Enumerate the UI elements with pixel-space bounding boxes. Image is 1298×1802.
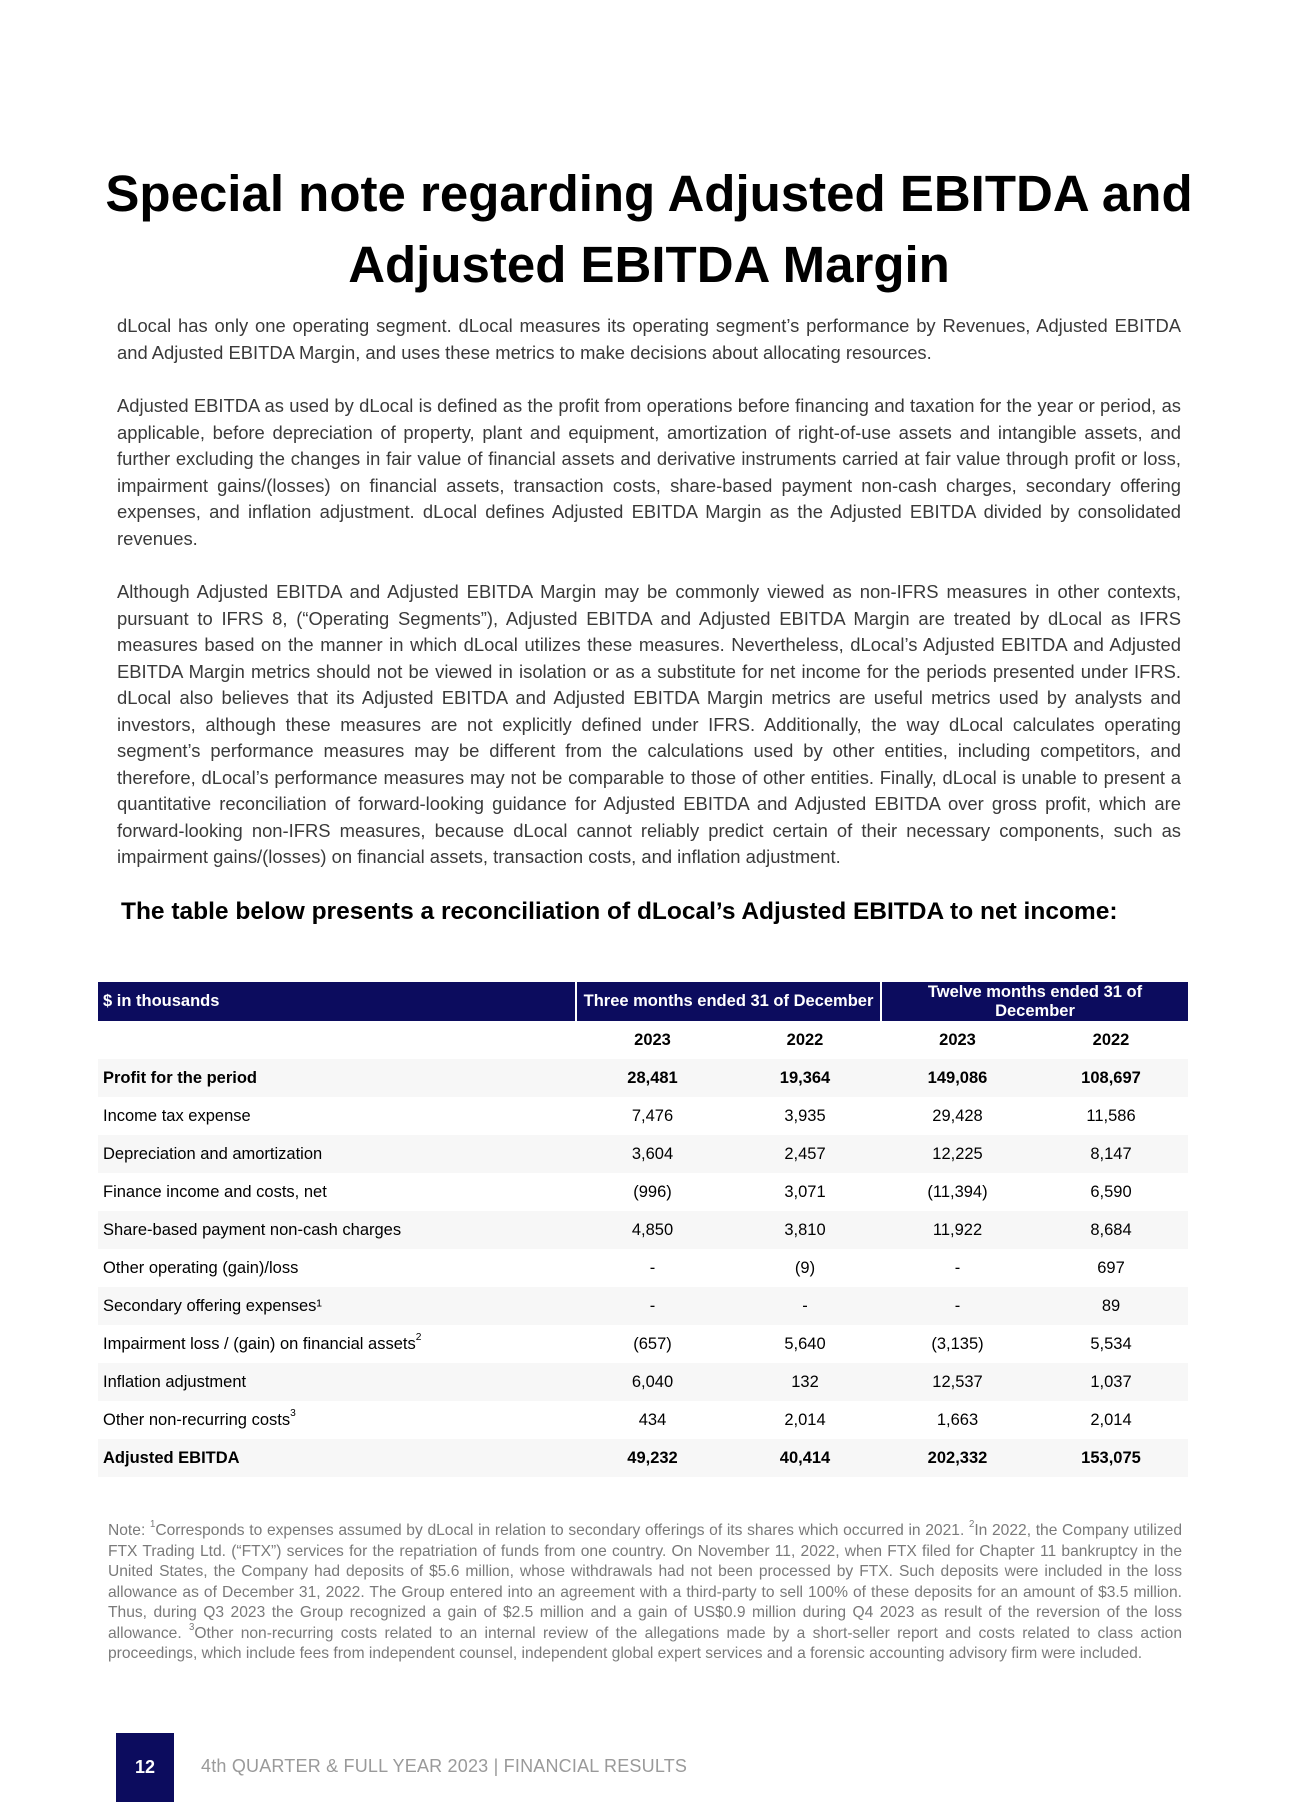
- footnote-marker: 2: [415, 1332, 422, 1344]
- table-row: [98, 1059, 1188, 1097]
- value-cell: 3,935: [784, 1106, 826, 1125]
- value-cell: -: [649, 1258, 656, 1277]
- value-cell: (3,135): [931, 1334, 984, 1353]
- value-cell: 434: [638, 1410, 667, 1429]
- value-cell: 49,232: [576, 1439, 729, 1477]
- footnote-marker: 3: [290, 1408, 296, 1420]
- table-row: [98, 1097, 1188, 1135]
- year-cell: 2022: [1034, 1021, 1188, 1059]
- value-cell: 11,586: [1086, 1106, 1136, 1125]
- row-label: [98, 1325, 576, 1363]
- value-cell: 4,850: [576, 1211, 729, 1249]
- value-cell: 8,684: [1034, 1211, 1188, 1249]
- page-title-line-2: Adjusted EBITDA Margin: [348, 236, 950, 293]
- table-row: [98, 1211, 1188, 1249]
- value-cell: 1,663: [936, 1410, 979, 1429]
- value-cell: (11,394): [927, 1182, 988, 1201]
- value-cell: 3,604: [576, 1135, 729, 1173]
- value-cell: 2,014: [1090, 1410, 1132, 1429]
- row-label-text: Adjusted EBITDA: [103, 1448, 240, 1467]
- table-header-row: [98, 982, 1188, 1021]
- row-label: [98, 1401, 576, 1439]
- value-cell: (996): [633, 1182, 672, 1201]
- value-cell: 5,640: [784, 1334, 826, 1353]
- table-row: [98, 1173, 1188, 1211]
- row-label-text: Depreciation and amortization: [103, 1144, 323, 1163]
- paragraph: Although Adjusted EBITDA and Adjusted EBITDA Margin may be commonly viewed as non-IFRS measures in other contexts, pursuant to IFRS 8, (“Operating Segments”), Adjusted EBITDA and Adjusted EBITDA Margin are treated by dLocal as IFRS measures based on the manner in which dLocal utilizes these measures. Nevertheless, dLocal’s Adjusted EBITDA and Adjusted EBITDA Margin metrics should not be viewed in isolation or as a substitute for net income for the periods presented under IFRS. dLocal also believes that its Adjusted EBITDA and Adjusted EBITDA Margin metrics are useful metrics used by analysts and investors, although these measures are not explicitly defined under IFRS. Additionally, the way dLocal calculates operating segment’s performance measures may be different from the calculations used by other entities, including competitors, and therefore, dLocal’s performance measures may not be comparable to those of other entities. Finally, dLocal is unable to present a quantitative reconciliation of forward-looking guidance for Adjusted EBITDA and Adjusted EBITDA over gross profit, which are forward-looking non-IFRS measures, because dLocal cannot reliably predict certain of their necessary components, such as impairment gains/(losses) on financial assets, transaction costs, and inflation adjustment.: [117, 581, 1181, 867]
- three-months-header: Three months ended 31 of December: [576, 982, 881, 1021]
- row-label: [98, 1135, 576, 1173]
- year-cell: 2023: [576, 1021, 729, 1059]
- footnote-text: Other non-recurring costs related to an internal review of the allegations made by a short-seller report and costs related to class action proceedings, which include fees from independent counsel, independent global expert services and a forensic accounting advisory firm were included.: [108, 1624, 1183, 1662]
- table-heading: The table below presents a reconciliation of dLocal’s Adjusted EBITDA to net income:: [121, 898, 1118, 925]
- row-label-text: Finance income and costs, net: [103, 1182, 327, 1201]
- value-cell: 12,537: [881, 1363, 1034, 1401]
- value-cell: 5,534: [1090, 1334, 1132, 1353]
- footnote-marker: 1: [149, 1519, 156, 1531]
- year-row: [98, 1021, 1188, 1059]
- value-cell: (657): [633, 1334, 672, 1353]
- value-cell: 149,086: [881, 1059, 1034, 1097]
- value-cell: 8,147: [1034, 1135, 1188, 1173]
- paragraph: Adjusted EBITDA as used by dLocal is defined as the profit from operations before financing and taxation for the year or period, as applicable, before depreciation of property, plant and equipment, amortization of right-of-use assets and intangible assets, and further excluding the changes in fair value of financial assets and derivative instruments carried at fair value through profit or loss, impairment gains/(losses) on financial assets, transaction costs, share-based payment non-cash charges, secondary offering expenses, and inflation adjustment. dLocal defines Adjusted EBITDA Margin as the Adjusted EBITDA divided by consolidated revenues.: [117, 395, 1181, 549]
- row-label: [98, 1363, 576, 1401]
- page-title-line-1: Special note regarding Adjusted EBITDA and: [105, 165, 1193, 222]
- row-label-text: Income tax expense: [103, 1106, 251, 1125]
- value-cell: 28,481: [576, 1059, 729, 1097]
- value-cell: 3,071: [784, 1182, 826, 1201]
- footnote-text: Corresponds to expenses assumed by dLocal in relation to secondary offerings of its shares which occurred in 2021.: [155, 1522, 969, 1539]
- table-row: [98, 1287, 1188, 1325]
- row-label-text: Profit for the period: [103, 1068, 257, 1087]
- value-cell: 2,457: [729, 1135, 881, 1173]
- body-text: [117, 313, 1181, 898]
- label-column-header: $ in thousands: [98, 982, 576, 1021]
- value-cell: 19,364: [729, 1059, 881, 1097]
- paragraph: dLocal has only one operating segment. dLocal measures its operating segment’s performance by Revenues, Adjusted EBITDA and Adjusted EBITDA Margin, and uses these metrics to make decisions about allocating resources.: [117, 315, 1181, 363]
- value-cell: 29,428: [932, 1106, 983, 1125]
- row-label: [98, 1173, 576, 1211]
- value-cell: 89: [1034, 1287, 1188, 1325]
- table-row: [98, 1363, 1188, 1401]
- row-label: [98, 1249, 576, 1287]
- table-cell: [98, 1021, 576, 1059]
- footnote-marker: 2: [968, 1519, 975, 1531]
- row-label-text: Secondary offering expenses¹: [103, 1296, 322, 1315]
- footnote-text: In 2022, the Company utilized FTX Trading Ltd. (“FTX”) services for the repatriation of funds from one country. On November 11, 2022, when FTX filed for Chapter 11 bankruptcy in the United States, the Company had deposits of $5.6 million, whose withdrawals had not been processed by FTX. Such deposits were included in the loss allowance as of December 31, 2022. The Group entered into an agreement with a third-party to sell 100% of these deposits for an amount of $3.5 million. Thus, during Q3 2023 the Group recognized a gain of $2.5 million and a gain of US$0.9 million during Q4 2023 as result of the reversion of the loss allowance.: [108, 1522, 1182, 1642]
- value-cell: 2,014: [784, 1410, 826, 1429]
- footnote: [108, 1521, 1182, 1665]
- value-cell: 7,476: [631, 1106, 674, 1125]
- reconciliation-table: [98, 982, 1188, 1477]
- row-label-text: Impairment loss / (gain) on financial assets: [103, 1334, 416, 1353]
- row-label: [98, 1439, 576, 1477]
- row-label-text: Inflation adjustment: [103, 1372, 247, 1391]
- table-row: [98, 1439, 1188, 1477]
- value-cell: 11,922: [881, 1211, 1034, 1249]
- row-label: [98, 1211, 576, 1249]
- table-row: [98, 1135, 1188, 1173]
- footer-text: 4th QUARTER & FULL YEAR 2023 | FINANCIAL RESULTS: [201, 1756, 688, 1776]
- page-title: [100, 158, 1198, 300]
- year-cell: 2022: [729, 1021, 881, 1059]
- value-cell: 6,040: [576, 1363, 729, 1401]
- value-cell: 6,590: [1090, 1182, 1132, 1201]
- row-label-text: Other operating (gain)/loss: [103, 1258, 299, 1277]
- page-number: 12: [134, 1757, 156, 1777]
- value-cell: -: [954, 1258, 961, 1277]
- value-cell: 153,075: [1034, 1439, 1188, 1477]
- row-label-text: Share-based payment non-cash charges: [103, 1220, 402, 1239]
- page-number-badge: [116, 1733, 174, 1802]
- row-label: [98, 1097, 576, 1135]
- value-cell: (9): [794, 1258, 816, 1277]
- table-row: [98, 1401, 1188, 1439]
- value-cell: 3,810: [729, 1211, 881, 1249]
- table-row: [98, 1325, 1188, 1363]
- row-label: [98, 1059, 576, 1097]
- value-cell: 40,414: [729, 1439, 881, 1477]
- value-cell: 697: [1097, 1258, 1125, 1277]
- value-cell: 1,037: [1034, 1363, 1188, 1401]
- year-cell: 2023: [881, 1021, 1034, 1059]
- value-cell: -: [881, 1287, 1034, 1325]
- value-cell: -: [576, 1287, 729, 1325]
- note-prefix: Note:: [108, 1522, 150, 1539]
- twelve-months-header: Twelve months ended 31 of December: [881, 982, 1188, 1021]
- table-row: [98, 1249, 1188, 1287]
- value-cell: 132: [729, 1363, 881, 1401]
- row-label: [98, 1287, 576, 1325]
- row-label-text: Other non-recurring costs: [103, 1410, 291, 1429]
- value-cell: 12,225: [881, 1135, 1034, 1173]
- value-cell: 202,332: [881, 1439, 1034, 1477]
- footnote-marker: 3: [189, 1621, 195, 1633]
- value-cell: 108,697: [1034, 1059, 1188, 1097]
- value-cell: -: [729, 1287, 881, 1325]
